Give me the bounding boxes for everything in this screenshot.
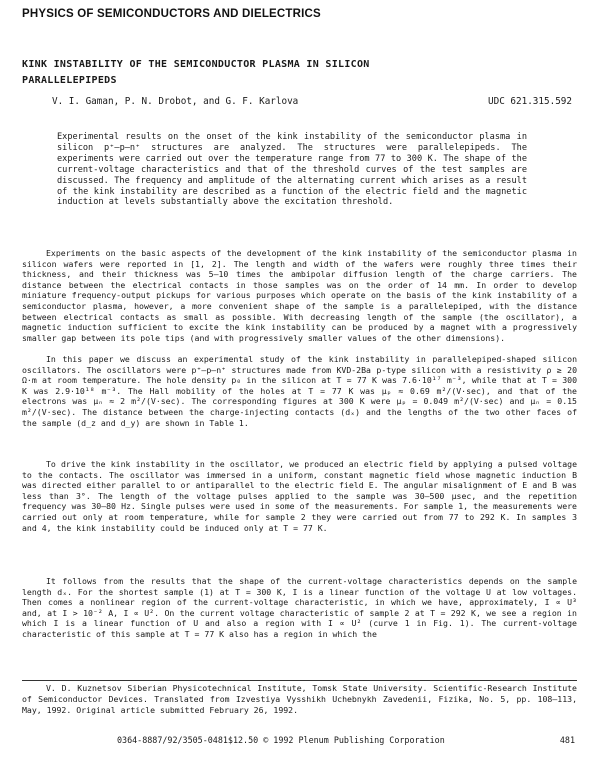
paragraph-text: In this paper we discuss an experimental study of the kink instability in parallelepiped-shaped silicon oscillators. The oscillators were p⁺–p–n⁺ structures made from KVD-2Ba p-type silicon with a resistivity ρ ≥ 20 Ω·m at room temperature. The hole density p₀ in the silicon at T = 77 K was 7.6·10¹⁷ m⁻³, while that at T = 300 K was 2.9·10¹⁸ m⁻³. The Hall mobility of the holes at T = 77 K was μₚ ≈ 0.69 m²/(V·sec), and that of the electrons was μₙ ≈ 2 m²/(V·sec). The corresponding figures at 300 K were μₚ = 0.049 m²/(V·sec) and μₙ = 0.15 m²/(V·sec). The distance between the charge-injecting contacts (dₓ) and the lengths of the two other faces of the sample (d_z and d_y) are shown in Table 1. xyxy=(22,354,577,428)
paragraph-text: Experiments on the basic aspects of the development of the kink instability of the semiconductor plasma in silicon wafers were reported in [1, 2]. The length and width of the wafers were roughly three times their thickness, and their thickness was 5–10 times the ambipolar diffusion length of the charge carriers. The distance between the electrical contacts in those samples was on the order of 14 mm. In order to develop miniature frequency-output pickups for various purposes which operate on the basis of the kink instability of a semiconductor plasma, however, a more convenient shape of the sample is a parallelepiped, with the distance between electrical contacts as small as possible. With decreasing length of the sample (the oscillator), a magnetic induction sufficient to excite the kink instability can be produced by a magnet with a progressively smaller gap between its pole tips (and with progressively smaller values of the other dimensions). xyxy=(22,248,577,343)
paragraph-text: It follows from the results that the shape of the current-voltage characteristics depends on the sample length dₓ. For the shortest sample (1) at T = 300 K, I is a linear function of the voltage U at low voltages. Then comes a nonlinear region of the current-voltage characteristic, in which we have, approximately, I ∝ U³ and, at I > 10⁻² A, I ∝ U². On the current voltage characteristic of sample 2 at T = 292 K, we see a region in which I is a linear function of U and also a region with I ∝ U² (curve 1 in Fig. 1). The current-voltage characteristic of this sample at T = 77 K also has a region in which the xyxy=(22,576,577,639)
paragraph-text: To drive the kink instability in the oscillator, we produced an electric field by applying a pulsed voltage to the contacts. The oscillator was immersed in a uniform, constant magnetic field whose magnetic induction B was directed either parallel to or antiparallel to the electric field E. The angular misalignment of E and B was less than 3°. The length of the voltage pulses applied to the sample was 30–500 μsec, and the repetition frequency was 30–80 Hz. Single pulses were used in some of the measurements. For sample 1, the measurements were carried out only at room temperature, while for sample 2 they were carried out from 77 to 292 K. In samples 3 and 4, the kink instability could be induced only at T = 77 K. xyxy=(22,459,577,533)
body-paragraph xyxy=(22,576,577,640)
footnote xyxy=(22,683,577,715)
journal-section-header: PHYSICS OF SEMICONDUCTORS AND DIELECTRICS xyxy=(22,8,321,20)
article-authors: V. I. Gaman, P. N. Drobot, and G. F. Karlova xyxy=(52,96,299,107)
article-title-line-1: KINK INSTABILITY OF THE SEMICONDUCTOR PLASMA IN SILICON xyxy=(22,59,370,70)
footnote-divider xyxy=(22,680,577,681)
udc-code: UDC 621.315.592 xyxy=(488,96,572,107)
body-paragraph xyxy=(22,248,577,343)
copyright-line: 0364-8887/92/3505-0481$12.50 © 1992 Plenum Publishing Corporation xyxy=(117,735,445,745)
footnote-text: V. D. Kuznetsov Siberian Physicotechnical Institute, Tomsk State University. Scientific-Research Institute of Semiconductor Devices. Translated from Izvestiya Vysshikh Uchebnykh Zavedenii, Fizika, No. 5, pp. 108–113, May, 1992. Original article submitted February 26, 1992. xyxy=(22,683,577,715)
body-paragraph xyxy=(22,354,577,428)
abstract: Experimental results on the onset of the kink instability of the semiconductor plasma in silicon p⁺–p–n⁺ structures are analyzed. The structures were parallelepipeds. The experiments were carried out over the temperature range from 77 to 300 K. The shape of the current-voltage characteristics and that of the threshold curves of the test samples are discussed. The frequency and amplitude of the alternating current which arises as a result of the kink instability are described as a function of the electric field and the magnetic induction at levels substantially above the excitation threshold. xyxy=(57,132,527,208)
article-title xyxy=(22,57,582,89)
article-title-line-2: PARALLELEPIPEDS xyxy=(22,75,117,86)
page-number: 481 xyxy=(559,735,575,745)
body-paragraph xyxy=(22,459,577,533)
